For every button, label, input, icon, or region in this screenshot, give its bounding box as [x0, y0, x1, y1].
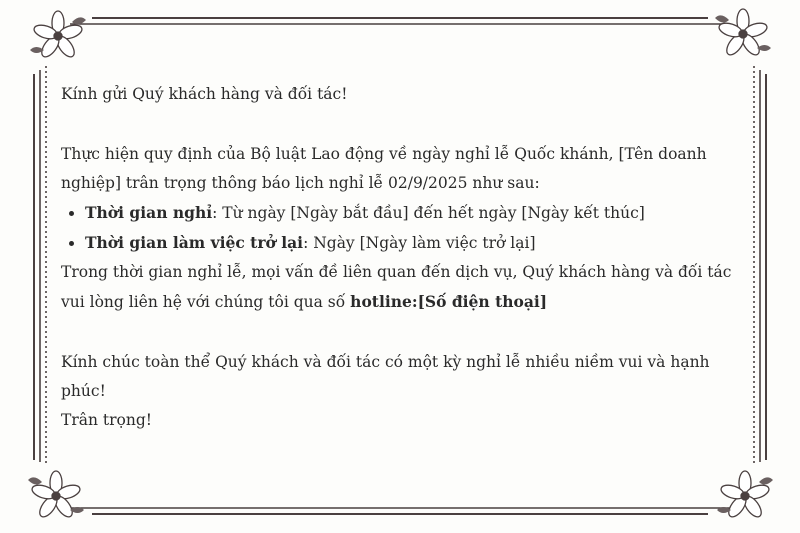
intro-paragraph: Thực hiện quy định của Bộ luật Lao động về ngày nghỉ lễ Quốc khánh, [Tên doanh nghiệp] trân trọng thông báo lịch nghỉ lễ 02/9/2025 như sau: [61, 145, 707, 192]
flower-icon-bottom-right [717, 471, 773, 520]
greeting: Kính gửi Quý khách hàng và đối tác! [61, 85, 348, 103]
hotline: hotline:[Số điện thoại] [350, 292, 548, 311]
contact-paragraph [61, 258, 751, 317]
spacer [61, 109, 751, 140]
closing: Trân trọng! [61, 411, 153, 429]
schedule-list [61, 198, 751, 258]
contact-text: Trong thời gian nghỉ lễ, mọi vấn đề liên quan đến dịch vụ, Quý khách hàng và đối tác vui lòng liên hệ với chúng tôi qua số [61, 263, 732, 311]
wishes: Kính chúc toàn thể Quý khách và đối tác có một kỳ nghỉ lễ nhiều niềm vui và hạnh phúc! [61, 353, 710, 400]
flower-icon-top-left [30, 11, 86, 60]
list-item-return [85, 228, 751, 258]
list-item-label: Thời gian làm việc trở lại [85, 233, 304, 252]
list-item-value: : Từ ngày [Ngày bắt đầu] đến hết ngày [Ngày kết thúc] [212, 204, 645, 222]
notice-body [61, 80, 751, 435]
flower-icon-bottom-left [28, 471, 84, 520]
list-item-label: Thời gian nghỉ [85, 203, 213, 222]
list-item-holiday [85, 198, 751, 228]
list-item-value: : Ngày [Ngày làm việc trở lại] [303, 234, 536, 252]
flower-icon-top-right [715, 9, 771, 58]
spacer [61, 317, 751, 348]
